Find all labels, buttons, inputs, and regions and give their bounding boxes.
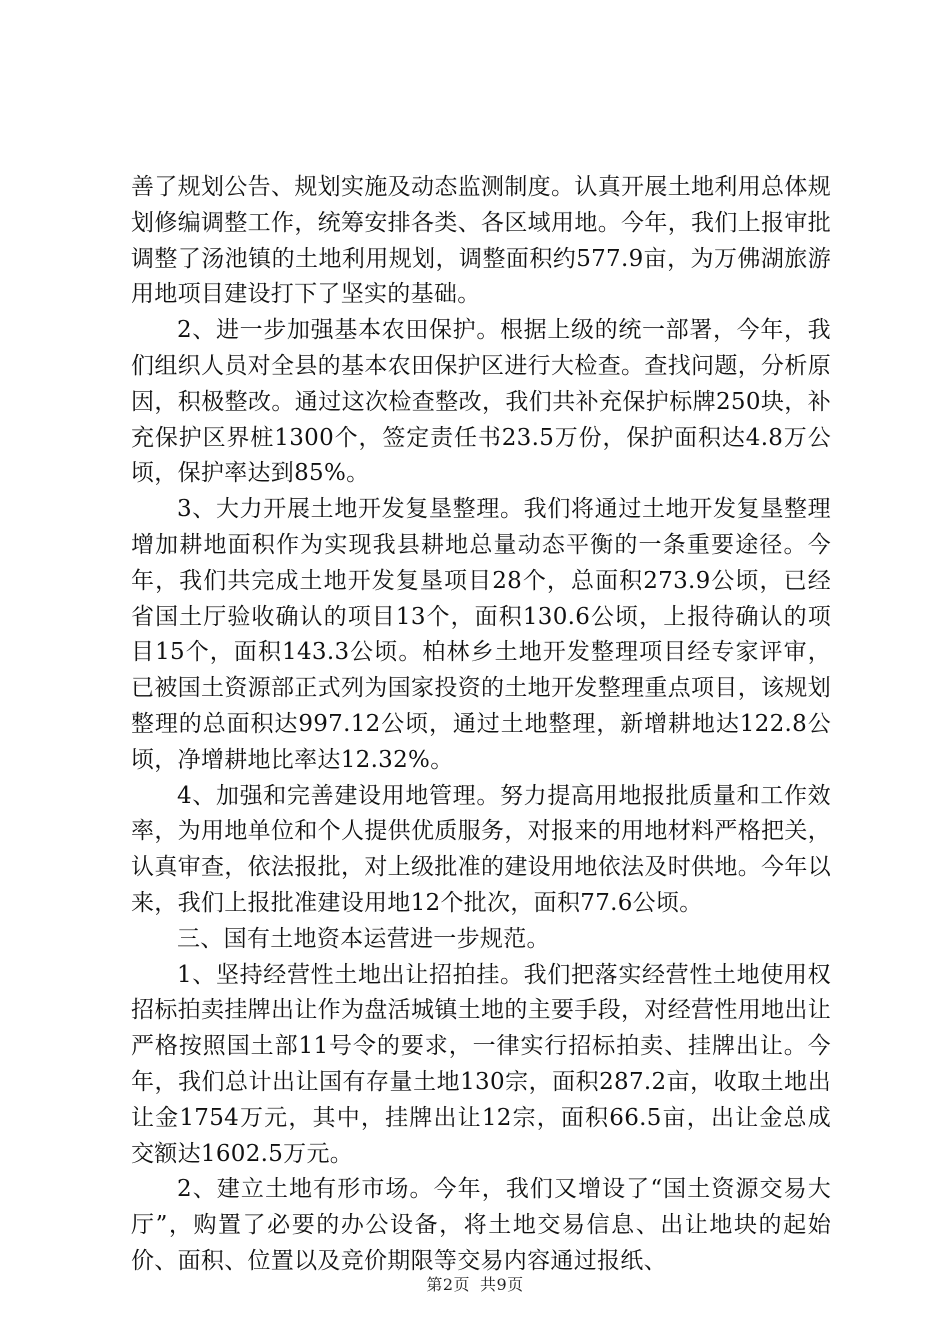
paragraph-farmland-protection: 2、进一步加强基本农田保护。根据上级的统一部署，今年，我们组织人员对全县的基本农田保护区进行大检查。查找问题，分析原因，积极整改。通过这次检查整改，我们共补充保护标牌250块，补充保护区界桩1300个，签定责任书23.5万份，保护面积达4.8万公顷，保护率达到85%。: [131, 317, 831, 487]
page-footer: [0, 1272, 950, 1295]
section-heading-state-land: 三、国有土地资本运营进一步规范。: [177, 925, 550, 952]
document-body: [131, 170, 831, 1280]
paragraph-land-development: 3、大力开展土地开发复垦整理。我们将通过土地开发复垦整理增加耕地面积作为实现我县耕地总量动态平衡的一条重要途径。今年，我们共完成土地开发复垦项目28个，总面积273.9公顷，已经省国土厅验收确认的项目13个，面积130.6公顷，上报待确认的项目15个，面积143.3公顷。柏林乡土地开发整理项目经专家评审，已被国土资源部正式列为国家投资的土地开发整理重点项目，该规划整理的总面积达997.12公顷，通过土地整理，新增耕地达122.8公顷，净增耕地比率达12.32%。: [131, 496, 831, 773]
page-number: 第2页: [426, 1275, 470, 1294]
paragraph-land-transfer: 1、坚持经营性土地出让招拍挂。我们把落实经营性土地使用权招标拍卖挂牌出让作为盘活城镇土地的主要手段，对经营性用地出让严格按照国土部11号令的要求，一律实行招标拍卖、挂牌出让。今年，我们总计出让国有存量土地130宗，面积287.2亩，收取土地出让金1754万元，其中，挂牌出让12宗，面积66.5亩，出让金总成交额达1602.5万元。: [131, 961, 831, 1167]
paragraph-construction-land: 4、加强和完善建设用地管理。努力提高用地报批质量和工作效率，为用地单位和个人提供优质服务，对报来的用地材料严格把关，认真审查，依法报批，对上级批准的建设用地依法及时供地。今年以来，我们上报批准建设用地12个批次，面积77.6公顷。: [131, 782, 831, 916]
paragraph-land-market: 2、建立土地有形市场。今年，我们又增设了“国土资源交易大厅”，购置了必要的办公设备，将土地交易信息、出让地块的起始价、面积、位置以及竞价期限等交易内容通过报纸、: [131, 1176, 831, 1274]
paragraph-continuation: 善了规划公告、规划实施及动态监测制度。认真开展土地利用总体规划修编调整工作，统筹安排各类、各区域用地。今年，我们上报审批调整了汤池镇的土地利用规划，调整面积约577.9亩，为万佛湖旅游用地项目建设打下了坚实的基础。: [131, 174, 831, 308]
page-total: 共9页: [480, 1275, 524, 1294]
